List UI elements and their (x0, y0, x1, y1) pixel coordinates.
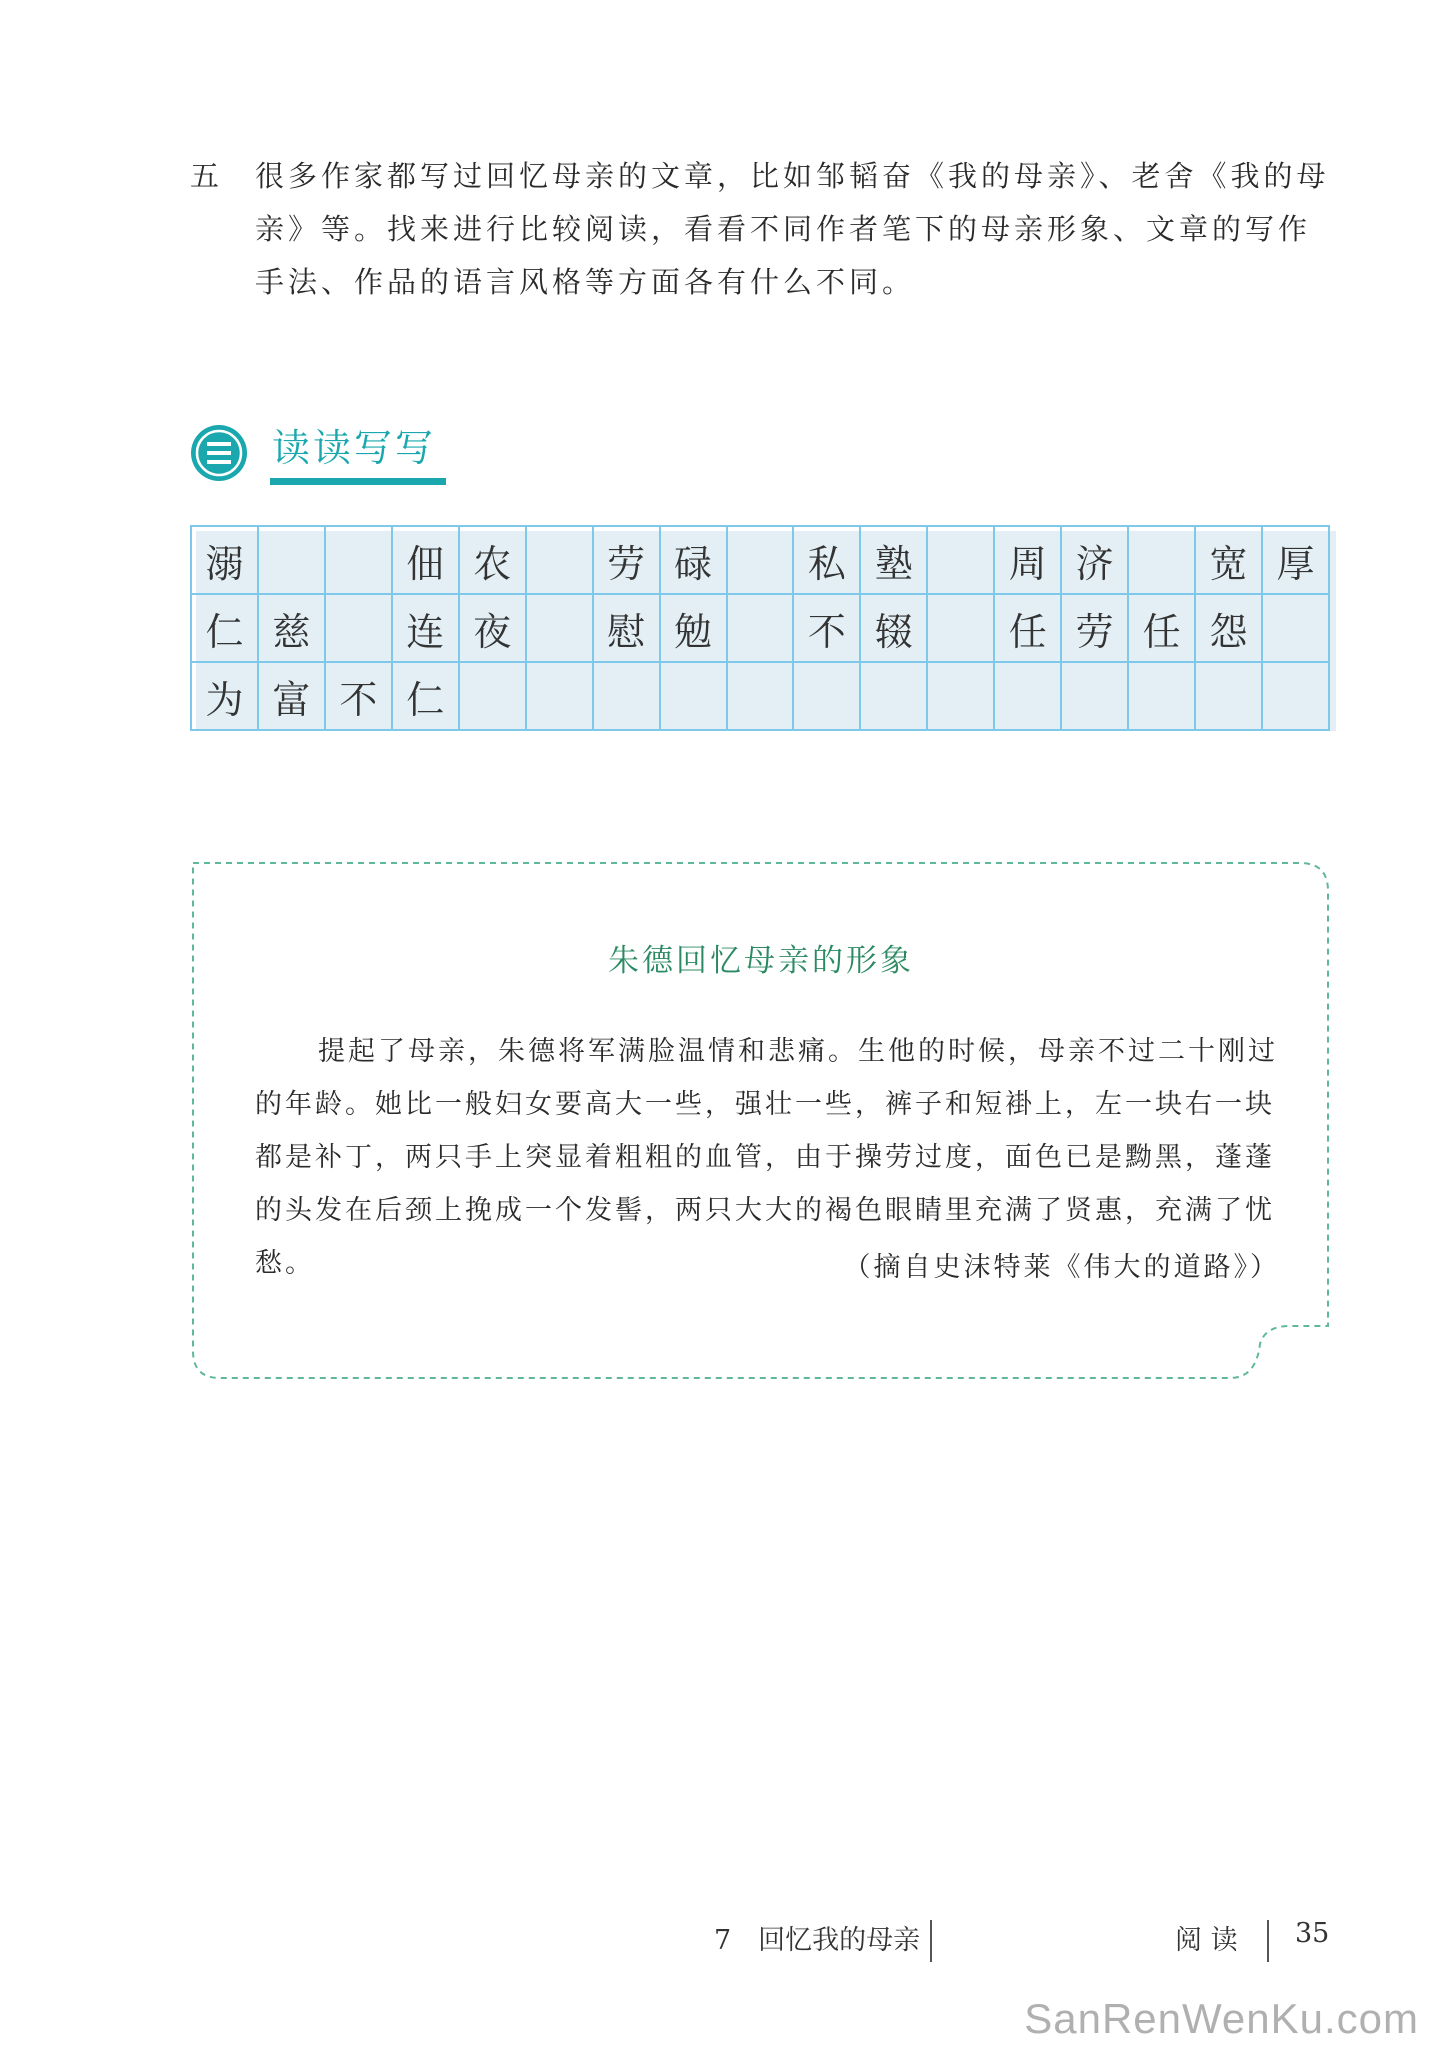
watermark: SanRenWenKu.com (1024, 1995, 1419, 2042)
grid-cell: 任 (994, 594, 1061, 662)
grid-cell: 怨 (1195, 594, 1262, 662)
grid-cell: 连 (392, 594, 459, 662)
grid-cell (459, 662, 526, 730)
section-heading (190, 420, 450, 490)
grid-cell: 农 (459, 526, 526, 594)
grid-cell: 不 (793, 594, 860, 662)
grid-cell (526, 594, 593, 662)
grid-cell: 任 (1128, 594, 1195, 662)
grid-cell (593, 662, 660, 730)
footer-separator (930, 1920, 932, 1962)
grid-cell (727, 526, 794, 594)
grid-cell: 慰 (593, 594, 660, 662)
grid-row (191, 526, 1329, 594)
grid-cell: 辍 (860, 594, 927, 662)
grid-cell: 富 (258, 662, 325, 730)
grid-cell (927, 526, 994, 594)
grid-cell (1061, 662, 1128, 730)
grid-cell (1262, 662, 1329, 730)
grid-cell (258, 526, 325, 594)
grid-cell: 周 (994, 526, 1061, 594)
note-source: （摘自史沫特莱《伟大的道路》） (843, 1252, 1280, 1283)
grid-cell: 不 (325, 662, 392, 730)
grid-cell: 碌 (660, 526, 727, 594)
grid-cell: 佃 (392, 526, 459, 594)
grid-cell: 仁 (191, 594, 258, 662)
grid-cell: 慈 (258, 594, 325, 662)
grid-cell: 厚 (1262, 526, 1329, 594)
grid-cell: 私 (793, 526, 860, 594)
grid-cell: 勉 (660, 594, 727, 662)
grid-cell (927, 662, 994, 730)
grid-cell (526, 662, 593, 730)
vocab-grid (190, 525, 1330, 731)
grid-cell (660, 662, 727, 730)
grid-cell: 劳 (593, 526, 660, 594)
vocab-table (190, 525, 1330, 731)
grid-cell (1128, 662, 1195, 730)
section-title: 读读写写 (272, 426, 437, 470)
footer-category: 阅 读 (1175, 1925, 1238, 1956)
grid-cell (1128, 526, 1195, 594)
grid-cell: 溺 (191, 526, 258, 594)
note-body: 提起了母亲，朱德将军满脸温情和悲痛。生他的时候，母亲不过二十刚过的年龄。她比一般妇女要高大一些，强壮一些，裤子和短褂上，左一块右一块都是补丁，两只手上突显着粗粗的血管，由于操劳过度，面色已是黝黑，蓬蓬的头发在后颈上挽成一个发髻，两只大大的褐色眼睛里充满了贤惠，充满了忧愁。 (255, 1036, 1278, 1279)
grid-cell: 济 (1061, 526, 1128, 594)
grid-cell (526, 526, 593, 594)
grid-cell (325, 526, 392, 594)
grid-row (191, 662, 1329, 730)
grid-cell: 宽 (1195, 526, 1262, 594)
grid-cell (994, 662, 1061, 730)
footer-lesson: 7 回忆我的母亲 (714, 1925, 921, 1956)
list-icon (190, 424, 248, 482)
grid-cell (1262, 594, 1329, 662)
footer-separator (1267, 1920, 1269, 1962)
exercise-text: 很多作家都写过回忆母亲的文章，比如邹韬奋《我的母亲》、老舍《我的母亲》等。找来进行比较阅读，看看不同作者笔下的母亲形象、文章的写作手法、作品的语言风格等方面各有什么不同。 (255, 159, 1330, 299)
grid-cell (325, 594, 392, 662)
grid-cell (727, 662, 794, 730)
grid-cell: 劳 (1061, 594, 1128, 662)
grid-cell (1195, 662, 1262, 730)
exercise-five (190, 150, 1340, 309)
reading-note-box (190, 860, 1332, 1382)
grid-cell (860, 662, 927, 730)
page-number: 35 (1295, 1918, 1330, 1949)
section-underline (270, 478, 446, 485)
grid-cell: 塾 (860, 526, 927, 594)
note-title: 朱德回忆母亲的形象 (608, 943, 914, 979)
grid-cell (927, 594, 994, 662)
grid-cell: 为 (191, 662, 258, 730)
exercise-number: 五 (190, 159, 222, 193)
grid-cell: 夜 (459, 594, 526, 662)
grid-cell: 仁 (392, 662, 459, 730)
grid-row (191, 594, 1329, 662)
grid-cell (793, 662, 860, 730)
grid-cell (727, 594, 794, 662)
